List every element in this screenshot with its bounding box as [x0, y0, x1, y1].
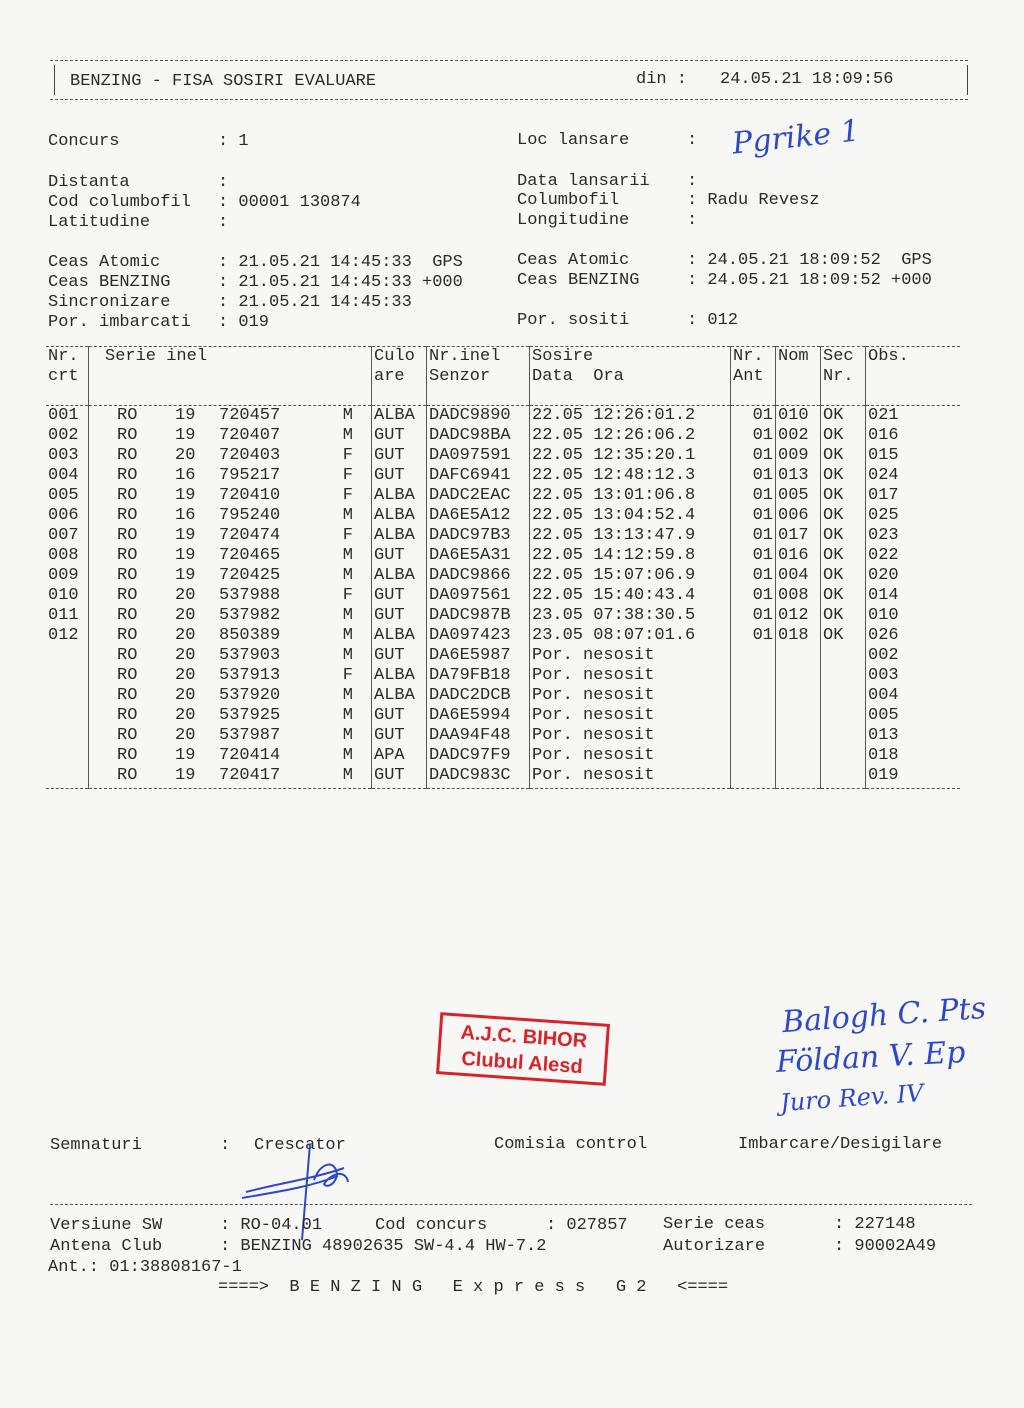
distanta-value: : [218, 173, 229, 192]
row-country: RO [117, 646, 138, 665]
row-sensor: DA79FB18 [429, 666, 511, 685]
row-sensor: DA097591 [429, 446, 511, 465]
autorizare-label: Autorizare [663, 1237, 766, 1256]
row-arrival: 22.05 13:04:52.4 [532, 506, 696, 525]
row-ring: 720407 [219, 426, 281, 445]
row-year: 20 [175, 586, 196, 605]
ceas-benzing-start-value: : 21.05.21 14:45:33 +000 [218, 273, 463, 292]
concurs-value: : 1 [218, 132, 249, 151]
col-nom-header: Nom [776, 347, 821, 368]
table-row [46, 726, 960, 746]
row-nom: 010 [778, 406, 809, 425]
row-nr: 003 [48, 446, 79, 465]
versiune-value: : RO-04.01 [220, 1216, 323, 1235]
row-country: RO [117, 406, 138, 425]
row-color: GUT [374, 606, 405, 625]
arrivals-table [46, 346, 960, 789]
row-country: RO [117, 546, 138, 565]
row-nom: 009 [778, 446, 809, 465]
row-color: ALBA [374, 406, 415, 425]
col-senzor-header: Nr.inel [427, 347, 530, 368]
row-sec: OK [823, 426, 844, 445]
row-arrival: 22.05 15:07:06.9 [532, 566, 696, 585]
row-arrival: 22.05 13:13:47.9 [532, 526, 696, 545]
sincronizare-value: : 21.05.21 14:45:33 [218, 293, 412, 312]
row-country: RO [117, 506, 138, 525]
col-ant-header: Nr. [731, 347, 776, 368]
row-sex: M [342, 646, 353, 665]
semnaturi-label: Semnaturi [50, 1136, 142, 1155]
row-nom: 012 [778, 606, 809, 625]
row-arrival: Por. nesosit [532, 666, 655, 685]
row-year: 16 [175, 466, 196, 485]
col-obs-subheader [866, 367, 961, 406]
row-ant: 01 [752, 426, 773, 445]
col-sec-header: Sec [821, 347, 866, 368]
row-sex: M [342, 726, 353, 745]
row-year: 20 [175, 626, 196, 645]
row-color: GUT [374, 546, 405, 565]
row-sec: OK [823, 606, 844, 625]
row-country: RO [117, 526, 138, 545]
row-ring: 537988 [219, 586, 281, 605]
row-nom: 017 [778, 526, 809, 545]
row-arrival: 22.05 12:35:20.1 [532, 446, 696, 465]
row-obs: 026 [868, 626, 899, 645]
row-country: RO [117, 686, 138, 705]
row-arrival: 23.05 08:07:01.6 [532, 626, 696, 645]
row-sex: F [342, 466, 353, 485]
data-lansarii-label: Data lansarii [517, 172, 650, 191]
row-sex: M [342, 686, 353, 705]
row-sensor: DADC9866 [429, 566, 511, 585]
row-ring: 720474 [219, 526, 281, 545]
table-row [46, 626, 960, 646]
row-nr: 009 [48, 566, 79, 585]
row-arrival: 22.05 14:12:59.8 [532, 546, 696, 565]
row-ring: 537982 [219, 606, 281, 625]
ceas-benzing-end-value: : 24.05.21 18:09:52 +000 [687, 271, 932, 290]
row-nom: 018 [778, 626, 809, 645]
row-country: RO [117, 766, 138, 785]
col-serie-subheader [89, 367, 372, 406]
col-sec-subheader: Nr. [821, 367, 866, 406]
row-obs: 023 [868, 526, 899, 545]
row-nr: 006 [48, 506, 79, 525]
row-sensor: DA6E5994 [429, 706, 511, 725]
crescator-label: Crescator [254, 1136, 346, 1155]
row-arrival: Por. nesosit [532, 746, 655, 765]
row-sec: OK [823, 546, 844, 565]
row-arrival: Por. nesosit [532, 706, 655, 725]
row-arrival: 22.05 13:01:06.8 [532, 486, 696, 505]
row-color: ALBA [374, 686, 415, 705]
row-nr: 011 [48, 606, 79, 625]
row-year: 20 [175, 686, 196, 705]
row-country: RO [117, 446, 138, 465]
row-obs: 021 [868, 406, 899, 425]
cod-columbofil-label: Cod columbofil [48, 193, 191, 212]
row-year: 20 [175, 666, 196, 685]
row-color: GUT [374, 726, 405, 745]
brand-line: ====> B E N Z I N G E x p r e s s G 2 <==== [218, 1278, 729, 1297]
row-nr: 010 [48, 586, 79, 605]
row-arrival: 23.05 07:38:30.5 [532, 606, 696, 625]
row-obs: 017 [868, 486, 899, 505]
row-year: 19 [175, 566, 196, 585]
concurs-label: Concurs [48, 132, 120, 151]
row-ant: 01 [752, 406, 773, 425]
col-senzor-subheader: Senzor [427, 367, 530, 406]
row-sensor: DAA94F48 [429, 726, 511, 745]
ceas-atomic-end-value: : 24.05.21 18:09:52 GPS [687, 251, 932, 270]
row-sensor: DADC983C [429, 766, 511, 785]
row-nr: 001 [48, 406, 79, 425]
antena-value: : BENZING 48902635 SW-4.4 HW-7.2 [220, 1237, 547, 1256]
row-sex: M [342, 626, 353, 645]
row-color: ALBA [374, 626, 415, 645]
row-ring: 720410 [219, 486, 281, 505]
row-sex: M [342, 506, 353, 525]
row-nom: 013 [778, 466, 809, 485]
row-year: 20 [175, 726, 196, 745]
row-year: 19 [175, 746, 196, 765]
loc-lansare-value: : [687, 131, 698, 150]
row-ant: 01 [752, 606, 773, 625]
row-country: RO [117, 566, 138, 585]
row-obs: 024 [868, 466, 899, 485]
row-sec: OK [823, 406, 844, 425]
row-obs: 003 [868, 666, 899, 685]
row-color: ALBA [374, 486, 415, 505]
table-header-row [46, 347, 960, 368]
row-year: 19 [175, 426, 196, 445]
row-year: 20 [175, 606, 196, 625]
table-row [46, 666, 960, 686]
table-row [46, 566, 960, 586]
row-country: RO [117, 706, 138, 725]
row-color: GUT [374, 446, 405, 465]
row-ring: 720465 [219, 546, 281, 565]
row-sensor: DADC2DCB [429, 686, 511, 705]
row-ring: 720403 [219, 446, 281, 465]
table-subheader-row [46, 367, 960, 406]
ant-line: Ant.: 01:38808167-1 [48, 1258, 242, 1277]
row-obs: 010 [868, 606, 899, 625]
distanta-label: Distanta [48, 173, 130, 192]
row-year: 19 [175, 406, 196, 425]
row-sensor: DA6E5987 [429, 646, 511, 665]
row-sex: M [342, 746, 353, 765]
row-nom: 016 [778, 546, 809, 565]
row-ant: 01 [752, 466, 773, 485]
imbarcare-label: Imbarcare/Desigilare [738, 1135, 943, 1154]
col-culoare-header: Culo [372, 347, 427, 368]
table-row [46, 586, 960, 606]
row-color: ALBA [374, 566, 415, 585]
table-row [46, 426, 960, 446]
row-year: 19 [175, 486, 196, 505]
row-nr: 004 [48, 466, 79, 485]
handwritten-name-1: Balogh C. Pts [781, 990, 988, 1041]
row-color: GUT [374, 466, 405, 485]
ceas-benzing-end-label: Ceas BENZING [517, 271, 640, 290]
row-ring: 720457 [219, 406, 281, 425]
row-nr: 002 [48, 426, 79, 445]
row-nom: 006 [778, 506, 809, 525]
row-ant: 01 [752, 626, 773, 645]
row-year: 20 [175, 646, 196, 665]
row-color: GUT [374, 586, 405, 605]
row-obs: 025 [868, 506, 899, 525]
loc-lansare-handwritten: Pgrike 1 [730, 113, 862, 162]
row-obs: 019 [868, 766, 899, 785]
row-nr: 008 [48, 546, 79, 565]
sositi-label: Por. sositi [517, 311, 630, 330]
col-culoare-subheader: are [372, 367, 427, 406]
col-nr-header: Nr. [46, 347, 89, 368]
table-row [46, 506, 960, 526]
row-arrival: Por. nesosit [532, 646, 655, 665]
row-sensor: DA6E5A12 [429, 506, 511, 525]
row-sex: F [342, 666, 353, 685]
row-obs: 022 [868, 546, 899, 565]
row-sec: OK [823, 626, 844, 645]
row-sex: M [342, 706, 353, 725]
table-row [46, 406, 960, 427]
stamp-line-1: A.J.C. BIHOR [459, 1021, 588, 1053]
table-row [46, 686, 960, 706]
row-sex: M [342, 766, 353, 785]
row-sec: OK [823, 466, 844, 485]
row-sec: OK [823, 566, 844, 585]
row-arrival: 22.05 12:26:01.2 [532, 406, 696, 425]
row-color: GUT [374, 766, 405, 785]
row-sensor: DA097561 [429, 586, 511, 605]
table-row [46, 746, 960, 766]
row-year: 16 [175, 506, 196, 525]
col-sosire-subheader: Data Ora [530, 367, 731, 406]
col-nr-subheader: crt [46, 367, 89, 406]
club-stamp [436, 1012, 610, 1086]
table-row [46, 486, 960, 506]
handwritten-name-2: Földan V. Ep [775, 1035, 967, 1080]
data-lansarii-value: : [687, 172, 698, 191]
row-sensor: DADC9890 [429, 406, 511, 425]
row-ant: 01 [752, 566, 773, 585]
report-date-label: din : [636, 70, 688, 89]
row-sex: F [342, 446, 353, 465]
row-nom: 002 [778, 426, 809, 445]
row-color: GUT [374, 646, 405, 665]
sincronizare-label: Sincronizare [48, 293, 171, 312]
ceas-atomic-end-label: Ceas Atomic [517, 251, 630, 270]
row-year: 20 [175, 446, 196, 465]
row-obs: 005 [868, 706, 899, 725]
handwritten-name-3: Juro Rev. IV [779, 1079, 925, 1117]
table-row [46, 706, 960, 726]
row-nr: 012 [48, 626, 79, 645]
autorizare-value: : 90002A49 [834, 1237, 937, 1256]
row-color: GUT [374, 706, 405, 725]
row-country: RO [117, 666, 138, 685]
row-nom: 008 [778, 586, 809, 605]
row-sensor: DA097423 [429, 626, 511, 645]
row-sensor: DADC97B3 [429, 526, 511, 545]
row-sensor: DADC98BA [429, 426, 511, 445]
row-year: 19 [175, 546, 196, 565]
ceas-benzing-start-label: Ceas BENZING [48, 273, 171, 292]
table-row [46, 766, 960, 789]
table-row [46, 606, 960, 626]
ceas-atomic-start-value: : 21.05.21 14:45:33 GPS [218, 253, 463, 272]
row-sensor: DADC987B [429, 606, 511, 625]
row-obs: 018 [868, 746, 899, 765]
row-country: RO [117, 466, 138, 485]
row-ant: 01 [752, 446, 773, 465]
row-obs: 013 [868, 726, 899, 745]
table-row [46, 646, 960, 666]
row-year: 20 [175, 706, 196, 725]
serie-ceas-value: : 227148 [834, 1215, 916, 1234]
row-year: 19 [175, 766, 196, 785]
row-year: 19 [175, 526, 196, 545]
row-country: RO [117, 426, 138, 445]
col-nom-subheader [776, 367, 821, 406]
row-sec: OK [823, 526, 844, 545]
latitudine-label: Latitudine [48, 213, 151, 232]
comisia-label: Comisia control [494, 1135, 648, 1154]
row-sensor: DADC97F9 [429, 746, 511, 765]
row-ant: 01 [752, 506, 773, 525]
row-obs: 016 [868, 426, 899, 445]
row-obs: 002 [868, 646, 899, 665]
versiune-label: Versiune SW [50, 1216, 163, 1235]
row-sec: OK [823, 586, 844, 605]
row-nom: 005 [778, 486, 809, 505]
row-sex: M [342, 566, 353, 585]
row-sex: F [342, 486, 353, 505]
row-ring: 720425 [219, 566, 281, 585]
row-sex: M [342, 606, 353, 625]
row-arrival: 22.05 15:40:43.4 [532, 586, 696, 605]
row-obs: 020 [868, 566, 899, 585]
row-color: ALBA [374, 666, 415, 685]
row-sex: M [342, 546, 353, 565]
row-country: RO [117, 486, 138, 505]
row-arrival: Por. nesosit [532, 726, 655, 745]
antena-label: Antena Club [50, 1237, 163, 1256]
row-sex: M [342, 406, 353, 425]
semnaturi-colon: : [220, 1136, 231, 1155]
row-country: RO [117, 746, 138, 765]
columbofil-value: : Radu Revesz [687, 191, 820, 210]
row-ring: 795217 [219, 466, 281, 485]
row-color: ALBA [374, 526, 415, 545]
row-ring: 720414 [219, 746, 281, 765]
table-row [46, 526, 960, 546]
report-title: BENZING - FISA SOSIRI EVALUARE [70, 72, 377, 91]
row-sensor: DAFC6941 [429, 466, 511, 485]
row-sec: OK [823, 446, 844, 465]
row-arrival: Por. nesosit [532, 766, 655, 785]
row-color: APA [374, 746, 405, 765]
longitudine-value: : [687, 211, 698, 230]
table-row [46, 466, 960, 486]
cod-concurs-label: Cod concurs [375, 1216, 488, 1235]
row-nr: 007 [48, 526, 79, 545]
row-ring: 537987 [219, 726, 281, 745]
row-obs: 014 [868, 586, 899, 605]
imbarcati-label: Por. imbarcati [48, 313, 191, 332]
col-serie-header: Serie inel [89, 347, 372, 368]
col-ant-subheader: Ant [731, 367, 776, 406]
col-sosire-header: Sosire [530, 347, 731, 368]
row-ring: 537903 [219, 646, 281, 665]
row-country: RO [117, 726, 138, 745]
row-nom: 004 [778, 566, 809, 585]
footer-divider [50, 1204, 972, 1205]
row-ring: 537925 [219, 706, 281, 725]
loc-lansare-label: Loc lansare [517, 131, 630, 150]
imbarcati-value: : 019 [218, 313, 270, 332]
row-nr: 005 [48, 486, 79, 505]
row-ant: 01 [752, 486, 773, 505]
cod-concurs-value: : 027857 [546, 1216, 628, 1235]
row-ring: 537913 [219, 666, 281, 685]
row-ant: 01 [752, 546, 773, 565]
row-sex: F [342, 586, 353, 605]
row-sec: OK [823, 486, 844, 505]
row-country: RO [117, 626, 138, 645]
row-ring: 795240 [219, 506, 281, 525]
row-color: ALBA [374, 506, 415, 525]
row-sex: F [342, 526, 353, 545]
row-ring: 537920 [219, 686, 281, 705]
row-ring: 720417 [219, 766, 281, 785]
row-obs: 015 [868, 446, 899, 465]
stamp-line-2: Clubul Alesd [460, 1047, 584, 1079]
columbofil-label: Columbofil [517, 191, 620, 210]
row-ant: 01 [752, 526, 773, 545]
ceas-atomic-start-label: Ceas Atomic [48, 253, 161, 272]
table-row [46, 546, 960, 566]
row-color: GUT [374, 426, 405, 445]
row-arrival: Por. nesosit [532, 686, 655, 705]
latitudine-value: : [218, 213, 229, 232]
row-sec: OK [823, 506, 844, 525]
longitudine-label: Longitudine [517, 211, 630, 230]
col-obs-header: Obs. [866, 347, 961, 368]
row-sex: M [342, 426, 353, 445]
sositi-value: : 012 [687, 311, 739, 330]
row-sensor: DADC2EAC [429, 486, 511, 505]
row-sensor: DA6E5A31 [429, 546, 511, 565]
row-obs: 004 [868, 686, 899, 705]
table-row [46, 446, 960, 466]
row-country: RO [117, 606, 138, 625]
row-country: RO [117, 586, 138, 605]
row-arrival: 22.05 12:48:12.3 [532, 466, 696, 485]
row-ant: 01 [752, 586, 773, 605]
row-arrival: 22.05 12:26:06.2 [532, 426, 696, 445]
table-body [46, 406, 960, 789]
row-ring: 850389 [219, 626, 281, 645]
cod-columbofil-value: : 00001 130874 [218, 193, 361, 212]
serie-ceas-label: Serie ceas [663, 1215, 766, 1234]
report-date-value: 24.05.21 18:09:56 [720, 70, 894, 89]
